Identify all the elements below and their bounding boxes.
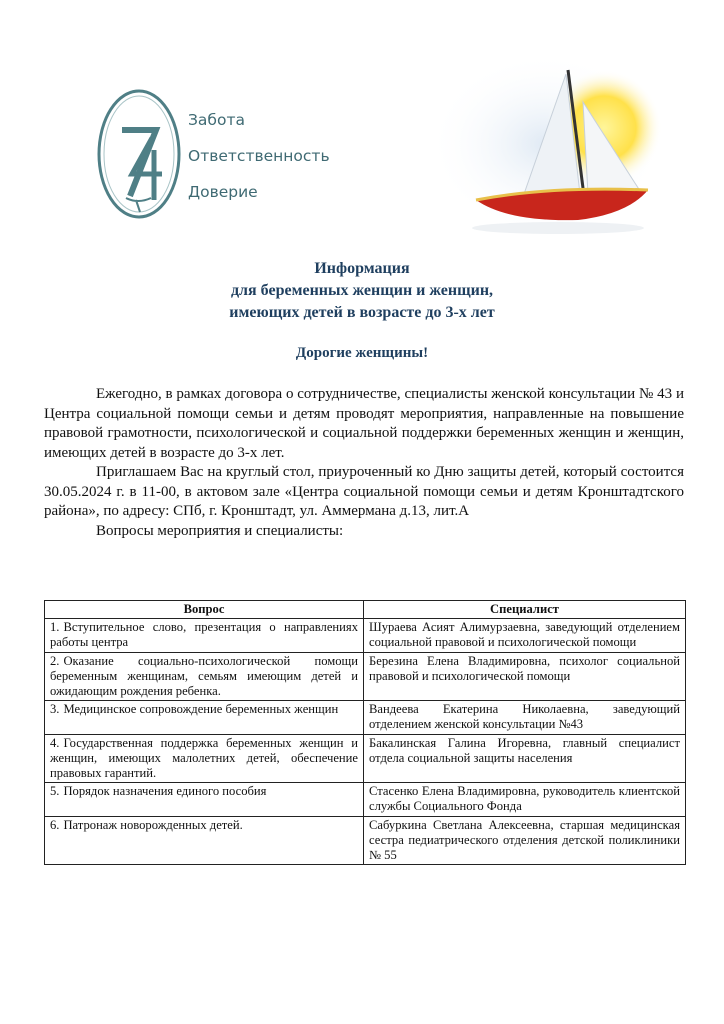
question-text: Порядок назначения единого пособия: [63, 784, 267, 799]
table-row: [45, 783, 686, 816]
question-cell: [45, 701, 364, 734]
slogan-care: Забота: [188, 111, 246, 129]
slogan-list: [188, 102, 330, 210]
specialist-cell: Вандеева Екатерина Николаевна, заведующий отделением женской консультации №43: [364, 701, 686, 734]
slogan-responsibility: Ответственность: [188, 147, 330, 165]
table-row: [45, 619, 686, 652]
table-row: [45, 652, 686, 701]
question-cell: [45, 816, 364, 865]
row-number: 2.: [50, 653, 60, 668]
row-number: 4.: [50, 735, 60, 750]
clinic-emblem-icon: [96, 88, 182, 220]
question-cell: [45, 734, 364, 783]
column-header-question: Вопрос: [45, 601, 364, 619]
table-row: [45, 701, 686, 734]
question-text: Патронаж новорожденных детей.: [63, 817, 243, 832]
table-row: [45, 734, 686, 783]
specialist-cell: Сабуркина Светлана Алексеевна, старшая медицинская сестра педиатрического отделения детской поликлиники № 55: [364, 816, 686, 865]
table-header-row: [45, 601, 686, 619]
paragraph-invitation: Приглашаем Вас на круглый стол, приуроченный ко Дню защиты детей, который состоится 30.05.2024 г. в 11-00, в актовом зале «Центра социальной помощи семьи и детям Кронштадтского района», по адресу: СПб, г. Кронштадт, ул. Аммермана д.13, лит.А: [44, 464, 684, 519]
specialist-cell: Березина Елена Владимировна, психолог социальной правовой и психологической помощи: [364, 652, 686, 701]
greeting: Дорогие женщины!: [295, 345, 429, 361]
row-number: 5.: [50, 784, 60, 799]
events-table: [44, 600, 686, 865]
paragraph-table-intro: Вопросы мероприятия и специалисты:: [96, 522, 344, 539]
document-title: [0, 258, 724, 324]
title-line-1: Информация: [314, 260, 410, 277]
title-line-2: для беременных женщин и женщин,: [230, 282, 494, 299]
row-number: 1.: [50, 620, 60, 635]
specialist-cell: Стасенко Елена Владимировна, руководитель клиентской службы Социального Фонда: [364, 783, 686, 816]
paragraph-intro: Ежегодно, в рамках договора о сотрудничестве, специалисты женской консультации № 43 и Центра социальной помощи семьи и детям проводят мероприятия, направленные на повышение правовой грамотности, психологической и социальной поддержки беременных женщин и женщин, имеющих детей в возрасте до 3-х лет.: [44, 386, 684, 461]
title-line-3: имеющих детей в возрасте до 3-х лет: [229, 304, 495, 321]
specialist-cell: Бакалинская Галина Игоревна, главный специалист отдела социальной защиты населения: [364, 734, 686, 783]
specialist-cell: Шураева Асият Алимурзаевна, заведующий отделением социальной правовой и психологической помощи: [364, 619, 686, 652]
column-header-specialist: Специалист: [364, 601, 686, 619]
question-text: Медицинское сопровождение беременных женщин: [63, 702, 339, 717]
row-number: 3.: [50, 702, 60, 717]
slogan-trust: Доверие: [188, 183, 258, 201]
question-cell: [45, 652, 364, 701]
question-cell: [45, 783, 364, 816]
clinic-logo: [96, 88, 356, 228]
question-cell: [45, 619, 364, 652]
question-text: Вступительное слово, презентация о направлениях работы центра: [50, 620, 358, 650]
row-number: 6.: [50, 817, 60, 832]
question-text: Государственная поддержка беременных женщин и женщин, имеющих малолетних детей, обеспечение правовых гарантий.: [50, 735, 358, 781]
sailboat-sun-icon: [428, 44, 690, 254]
question-text: Оказание социально-психологической помощи беременным женщинам, семьям имеющим детей и ожидающим рождения ребенка.: [50, 653, 358, 699]
body-text: [44, 385, 684, 541]
table-row: [45, 816, 686, 865]
